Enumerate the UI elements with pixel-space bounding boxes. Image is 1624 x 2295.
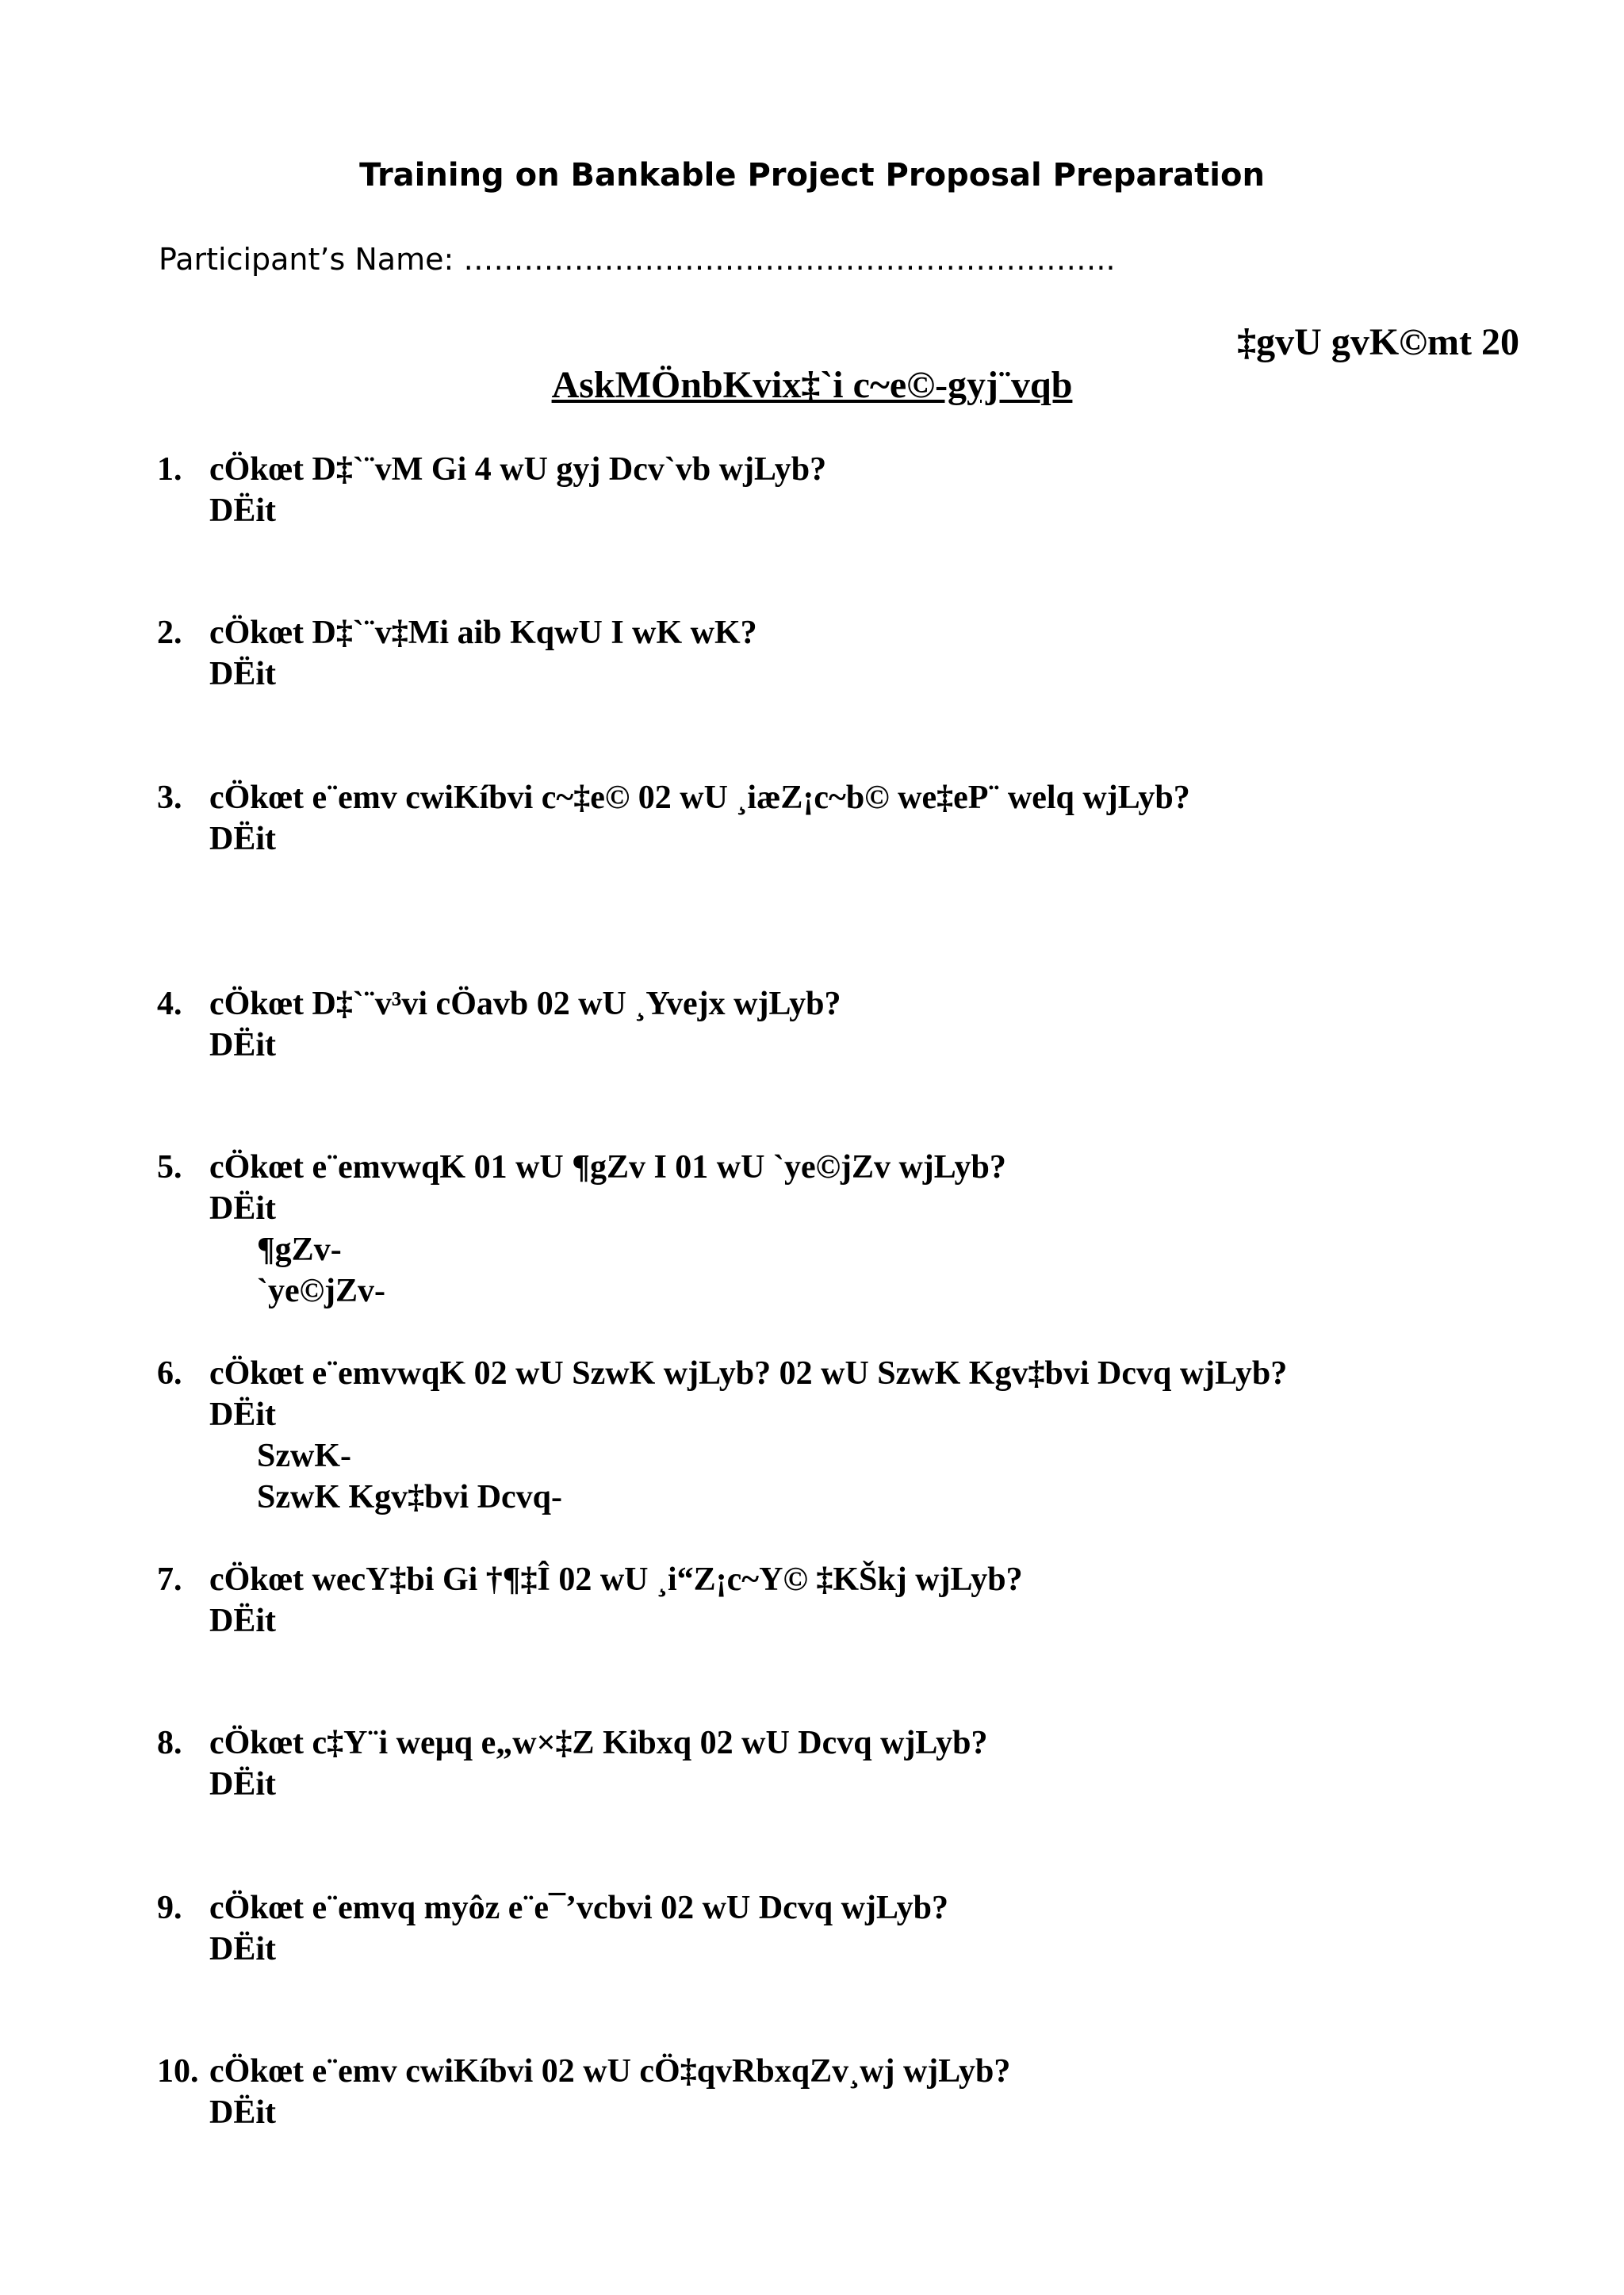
answer-subfield: SzwK Kgv‡bvi Dcvq- [257,1479,563,1515]
question-text: cÖkœt D‡`¨vM Gi 4 wU gyj Dcv`vb wjLyb? [209,451,827,488]
answer-label: DËit [209,1397,276,1433]
answer-subfield: SzwK- [257,1438,351,1474]
answer-label: DËit [209,1190,276,1227]
answer-label: DËit [209,492,276,529]
question-text: cÖkœt D‡`¨v³vi cÖavb 02 wU ¸Yvejx wjLyb? [209,986,841,1022]
answer-label: DËit [209,1027,276,1063]
question-number: 10. [157,2053,199,2090]
question-text: cÖkœt e¨emv cwiKíbvi c~‡e© 02 wU ¸iæZ¡c~b© we‡eP¨ welq wjLyb? [209,780,1190,816]
question-number: 7. [157,1561,182,1598]
question-number: 9. [157,1890,182,1926]
total-marks: ‡gvU gvK©mt 20 [1237,321,1519,363]
question-text: cÖkœt c‡Y¨i weµq e„w×‡Z Kibxq 02 wU Dcvq wjLyb? [209,1725,988,1761]
question-text: cÖkœt e¨emv cwiKíbvi 02 wU cÖ‡qvRbxqZv¸wj wjLyb? [209,2053,1011,2090]
question-text: cÖkœt e¨emvwqK 02 wU SzwK wjLyb? 02 wU SzwK Kgv‡bvi Dcvq wjLyb? [209,1355,1288,1392]
answer-subfield: ¶gZv- [257,1232,342,1268]
question-text: cÖkœt e¨emvwqK 01 wU ¶gZv I 01 wU `ye©jZv wjLyb? [209,1149,1006,1186]
answer-subfield: `ye©jZv- [257,1273,385,1309]
question-number: 6. [157,1355,182,1392]
question-number: 5. [157,1149,182,1186]
question-number: 3. [157,780,182,816]
question-number: 2. [157,615,182,651]
document-title: Training on Bankable Project Proposal Preparation [359,157,1265,193]
section-title: AskMÖnbKvix‡`i c~e©-gyj¨vqb [551,364,1073,406]
answer-label: DËit [209,821,276,857]
question-number: 1. [157,451,182,488]
participant-name-line: Participant’s Name: ……………………………………………………….. [159,242,1116,277]
answer-label: DËit [209,2094,276,2131]
answer-label: DËit [209,1766,276,1803]
question-number: 8. [157,1725,182,1761]
answer-label: DËit [209,656,276,692]
question-text: cÖkœt wecY‡bi Gi †¶‡Î 02 wU ¸i“Z¡c~Y© ‡KŠkj wjLyb? [209,1561,1023,1598]
answer-label: DËit [209,1931,276,1967]
question-text: cÖkœt D‡`¨v‡Mi aib KqwU I wK wK? [209,615,757,651]
question-text: cÖkœt e¨emvq myôz e¨e¯’vcbvi 02 wU Dcvq wjLyb? [209,1890,949,1926]
question-number: 4. [157,986,182,1022]
answer-label: DËit [209,1603,276,1639]
